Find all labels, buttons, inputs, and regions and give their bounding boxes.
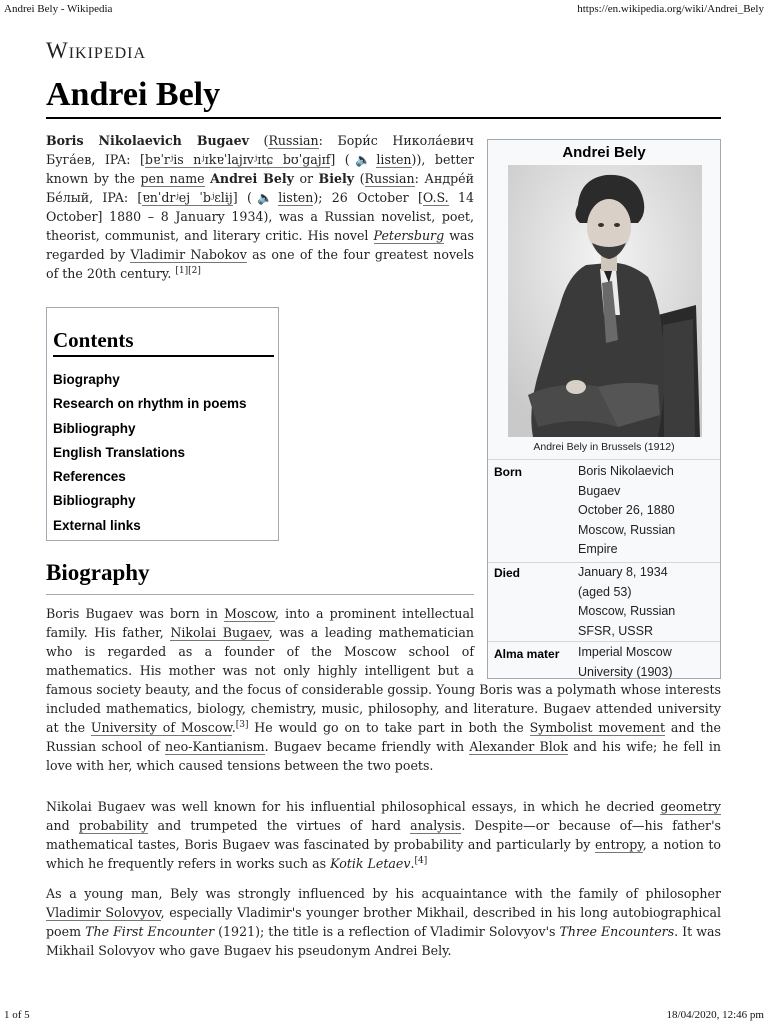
link-analysis[interactable]: analysis — [410, 818, 462, 833]
link-alexander-blok[interactable]: Alexander Blok — [469, 739, 569, 754]
citation-4[interactable]: [4] — [414, 855, 428, 866]
work-title-first-encounter: The First Encounter — [85, 924, 215, 939]
toc-item-external-links[interactable]: External links — [53, 517, 141, 533]
link-moscow[interactable]: Moscow — [224, 606, 275, 621]
print-page-counter: 1 of 5 — [4, 1009, 30, 1021]
toc-item-english-translations[interactable]: English Translations — [53, 444, 186, 460]
link-vladimir-nabokov[interactable]: Vladimir Nabokov — [130, 247, 247, 262]
table-of-contents — [46, 307, 279, 541]
print-url[interactable]: https://en.wikipedia.org/wiki/Andrei_Bely — [577, 3, 764, 15]
link-nikolai-bugaev[interactable]: Nikolai Bugaev — [170, 625, 269, 640]
listen-link-2[interactable]: listen — [278, 190, 314, 205]
wikipedia-wordmark[interactable]: Wikipedia — [46, 38, 147, 63]
infobox-died-label: Died — [494, 566, 521, 580]
toc-item-biography[interactable]: Biography — [53, 372, 120, 387]
biography-paragraph-2: Nikolai Bugaev was well known for his influential philosophical essays, in which he decried geometry and probability and trumpeted the virtues of hard analysis. Despite—or because of—his father's mathematical tastes, Boris Bugaev was fascinated by probability and particularly by entropy, a notion to which he frequently refers in works such as Kotik Letaev.[4] — [46, 799, 722, 871]
link-geometry[interactable]: geometry — [660, 799, 721, 814]
audio-icon[interactable]: 🔈 — [349, 152, 377, 167]
link-russian-language-2[interactable]: Russian — [364, 171, 415, 186]
infobox-born-value: Boris Nikolaevich Bugaev October 26, 1880 Moscow, Russian Empire — [578, 464, 676, 556]
section-divider — [46, 594, 474, 595]
citation-3[interactable]: [3] — [235, 719, 249, 730]
infobox-died-value: January 8, 1934 (aged 53) Moscow, Russian SFSR, USSR — [578, 565, 676, 638]
print-page-title: Andrei Bely - Wikipedia — [4, 3, 113, 15]
audio-icon[interactable]: 🔈 — [251, 190, 279, 205]
link-probability[interactable]: probability — [78, 818, 149, 833]
link-old-style[interactable]: O.S. — [422, 190, 449, 205]
toc-item-research-rhythm[interactable]: Research on rhythm in poems — [53, 396, 247, 412]
infobox-title: Andrei Bely — [562, 144, 646, 161]
lead-pen-name-bold: Andrei Bely — [210, 171, 294, 186]
link-entropy[interactable]: entropy — [594, 837, 643, 852]
biography-paragraph-3: As a young man, Bely was strongly influenced by his acquaintance with the family of philosopher Vladimir Solovyov, especially Vladimir's younger brother Mikhail, described in his long autobiographical poem The First Encounter (1921); the title is a reflection of Vladimir Solovyov's Three Encounters. It was Mikhail Solovyov who gave Bugaev his pseudonym Andrei Bely. — [46, 886, 721, 958]
link-russian-language[interactable]: Russian — [268, 133, 319, 148]
page-title: Andrei Bely — [46, 76, 221, 113]
toc-title: Contents — [53, 328, 274, 357]
link-university-of-moscow[interactable]: University of Moscow — [90, 720, 232, 735]
infobox-separator — [488, 459, 720, 460]
link-vladimir-solovyov[interactable]: Vladimir Solovyov — [46, 905, 161, 920]
toc-item-bibliography[interactable]: Bibliography — [53, 420, 136, 436]
work-title-kotik-letaev: Kotik Letaev — [330, 856, 411, 871]
toc-list — [53, 368, 247, 538]
infobox-alma-mater-label: Alma mater — [494, 647, 560, 661]
lead-name-bold: Boris Nikolaevich Bugaev — [46, 133, 249, 148]
toc-item-bibliography-2[interactable]: Bibliography — [53, 493, 136, 509]
portrait-caption: Andrei Bely in Brussels (1912) — [533, 441, 675, 453]
section-heading-biography: Biography — [46, 560, 150, 585]
link-pen-name[interactable]: pen name — [140, 171, 205, 186]
toc-item-references[interactable]: References — [53, 469, 126, 485]
citation-refs[interactable]: [1][2] — [175, 265, 201, 276]
infobox — [487, 139, 721, 679]
title-divider — [46, 117, 721, 119]
biography-paragraph-1: Boris Bugaev was born in Moscow, into a prominent intellectual family. His father, Nikolai Bugaev, was a leading mathematician who is regarded as a founder of the Moscow school of mathematics. His mother was not only highly intelligent but a famous society beauty, and the focus of considerable gossip. Young Boris was a polymath whose interests included mathematics, biology, chemistry, music, philosophy, and literature. Bugaev attended university at the University of Moscow.[3] He would go on to take part in both the Symbolist movement and the Russian school of neo-Kantianism. Bugaev became friendly with Alexander Blok and his wife; he fell in love with her, which caused tensions between the two poets. — [46, 606, 722, 773]
portrait-photo[interactable] — [508, 165, 702, 437]
ipa-link-2[interactable]: ɐnˈdrʲej ˈbʲɛlɨj — [142, 190, 233, 205]
link-petersburg[interactable]: Petersburg — [373, 228, 445, 243]
infobox-separator — [488, 641, 720, 642]
lead-paragraph: Boris Nikolaevich Bugaev (Russian: Бори́с Никола́евич Буга́ев, IPA: [bɐˈrʲis nʲɪkɐˈlajɪvʲɪtɕ bʊˈgajɪf] (🔈listen)), better known by the pen name Andrei Bely or Biely (Russian: Андре́й Бе́лый, IPA: [ɐnˈdrʲej ˈbʲɛlɨj] (🔈listen); 26 October [O.S. 14 October] 1880 – 8 January 1934), was a Russian novelist, poet, theorist, communist, and literary critic. His novel Petersburg was regarded by Vladimir Nabokov as one of the four greatest novels of the 20th century. [1][2] — [46, 133, 475, 281]
lead-biely-bold: Biely — [318, 171, 355, 186]
listen-link-1[interactable]: listen — [376, 152, 412, 167]
infobox-alma-mater-value[interactable]: Imperial Moscow University (1903) — [578, 645, 673, 679]
print-datetime: 18/04/2020, 12:46 pm — [666, 1009, 764, 1021]
infobox-born-label: Born — [494, 465, 522, 479]
work-title-three-encounters: Three Encounters — [559, 924, 675, 939]
link-symbolist-movement[interactable]: Symbolist movement — [529, 720, 666, 735]
portrait-illustration — [508, 165, 702, 437]
ipa-link-1[interactable]: bɐˈrʲis nʲɪkɐˈlajɪvʲɪtɕ bʊˈgajɪf — [144, 152, 331, 167]
link-neo-kantianism[interactable]: neo-Kantianism — [165, 739, 265, 754]
